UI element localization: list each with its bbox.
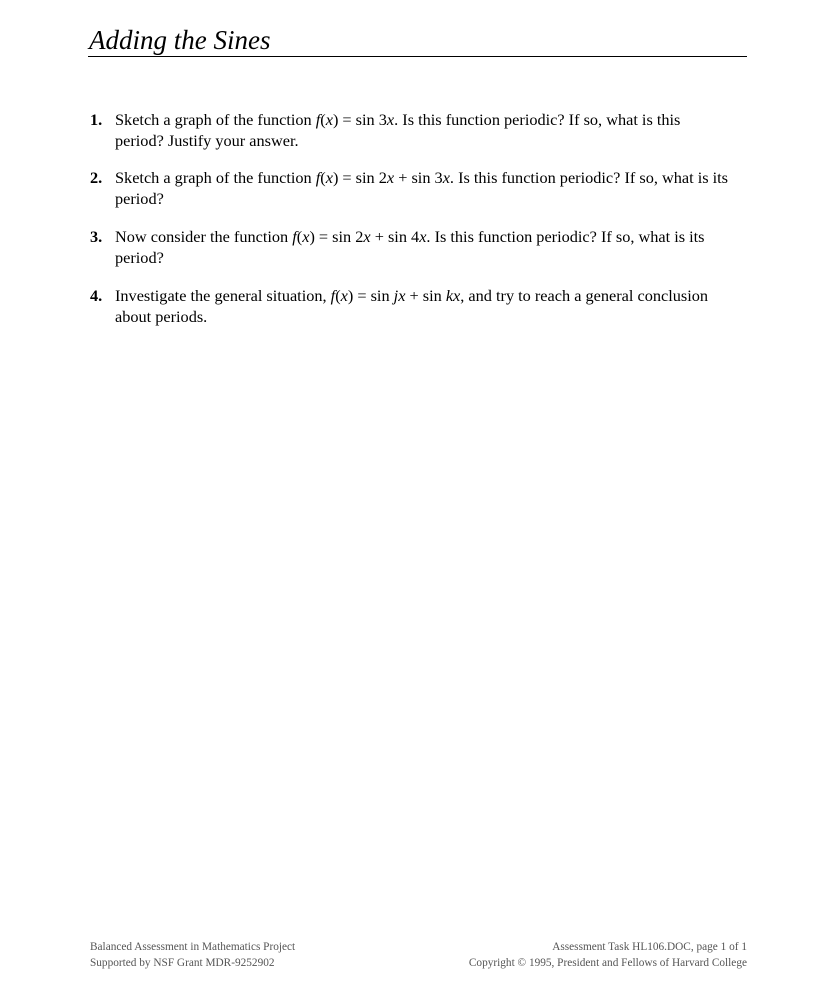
question-item xyxy=(90,285,730,327)
question-number: 2. xyxy=(90,168,103,187)
question-item xyxy=(90,226,730,268)
question-number: 1. xyxy=(90,110,103,129)
footer-copyright: Copyright © 1995, President and Fellows of Harvard College xyxy=(468,957,747,969)
question-text-segment: + sin 4 xyxy=(370,227,420,246)
question-item xyxy=(90,109,730,151)
question-text-segment: , and try to reach a general conclusion about periods. xyxy=(115,286,709,326)
question-item xyxy=(90,167,730,209)
question-text-segment: . Is this function periodic? If so, what is its period? xyxy=(115,168,729,208)
math-variable: f xyxy=(292,227,297,246)
question-text-segment: Sketch a graph of the function xyxy=(115,110,316,129)
question-number: 4. xyxy=(90,286,103,305)
question-text-segment: Investigate the general situation, xyxy=(115,286,331,305)
question-text-segment: ( xyxy=(320,110,326,129)
math-variable: x xyxy=(325,168,333,187)
math-variable: x xyxy=(302,227,310,246)
question-text xyxy=(115,226,730,268)
question-number: 3. xyxy=(90,227,103,246)
question-text-segment: Sketch a graph of the function xyxy=(115,168,316,187)
math-variable: x xyxy=(386,168,395,187)
footer-task: Assessment Task HL106.DOC, page 1 of 1 xyxy=(552,941,747,953)
math-variable: f xyxy=(315,110,321,129)
math-variable: x xyxy=(386,110,395,129)
math-variable: kx xyxy=(445,286,461,305)
math-variable: f xyxy=(330,286,336,305)
question-text-segment: ( xyxy=(320,168,326,187)
math-variable: x xyxy=(442,168,450,187)
question-text-segment: ) = sin 2 xyxy=(309,227,364,246)
question-text-segment: . Is this function periodic? If so, what is its period? xyxy=(115,227,705,267)
math-variable: f xyxy=(315,168,321,187)
question-text-segment: ( xyxy=(296,227,303,246)
question-text xyxy=(115,285,730,327)
question-text-segment: . Is this function periodic? If so, what is this period? Justify your answer. xyxy=(115,110,681,150)
question-text-segment: ) = sin xyxy=(347,286,394,305)
math-variable: x xyxy=(340,286,348,305)
footer-left xyxy=(90,939,295,971)
question-text-segment: + sin 3 xyxy=(394,168,443,187)
question-text xyxy=(115,167,730,209)
footer-right xyxy=(469,939,747,971)
math-variable: x xyxy=(419,227,427,246)
math-variable: jx xyxy=(393,286,406,305)
question-text-segment: Now consider the function xyxy=(115,227,293,246)
question-text-segment: + sin xyxy=(405,286,446,305)
question-text-segment: ) = sin 3 xyxy=(332,110,387,129)
question-text xyxy=(115,109,730,151)
footer-project: Balanced Assessment in Mathematics Project xyxy=(90,941,296,953)
math-variable: x xyxy=(325,110,333,129)
footer-grant: Supported by NSF Grant MDR-9252902 xyxy=(90,957,275,969)
question-text-segment: ) = sin 2 xyxy=(332,168,387,187)
page-title: Adding the Sines xyxy=(89,25,271,55)
question-text-segment: ( xyxy=(335,286,341,305)
math-variable: x xyxy=(363,227,371,246)
title-underline xyxy=(88,56,747,57)
